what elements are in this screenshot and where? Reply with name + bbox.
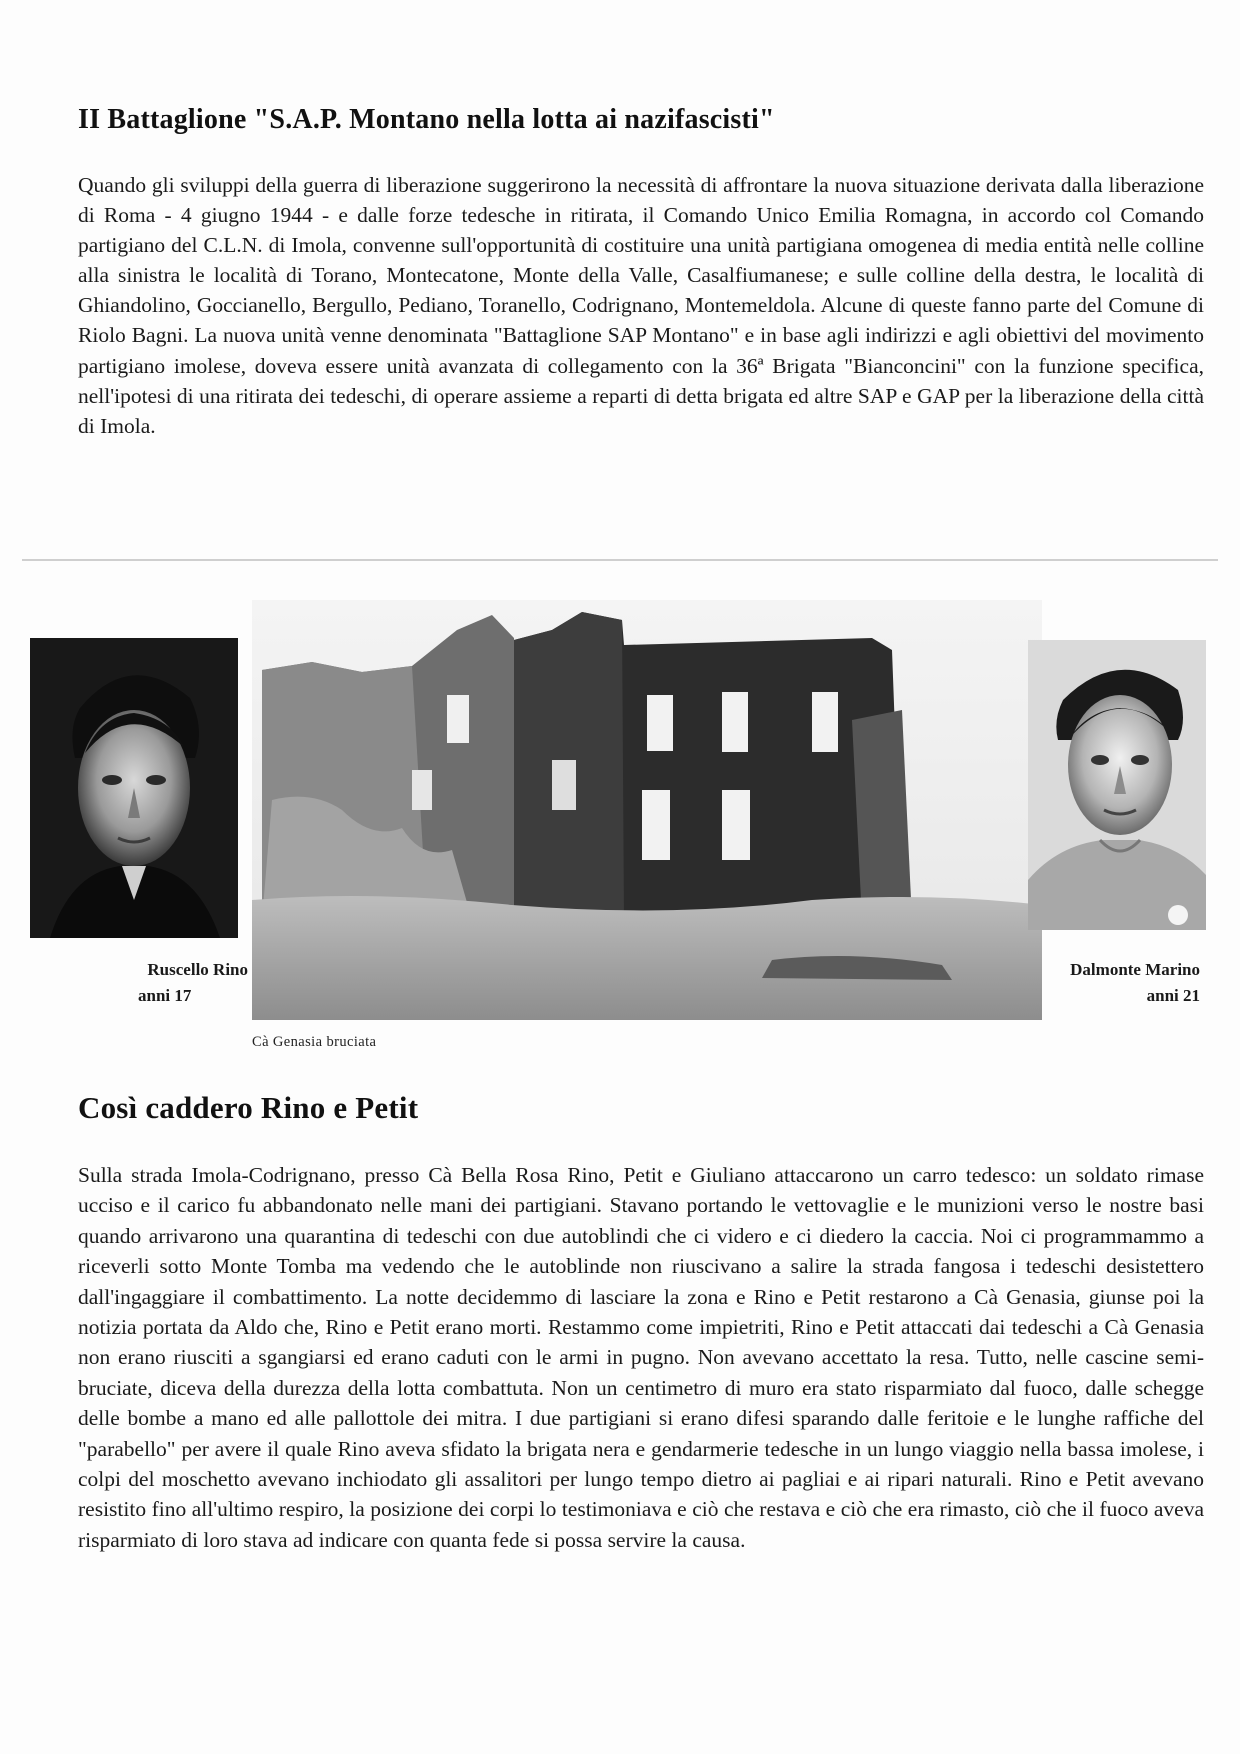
- caption-ruscello-rino: [118, 957, 248, 1009]
- caption-name: Dalmonte Marino: [1070, 960, 1200, 979]
- caption-ca-genasia: Cà Genasia bruciata: [252, 1034, 377, 1050]
- paragraph-cosi-caddero: Sulla strada Imola-Codrignano, presso Cà Bella Rosa Rino, Petit e Giuliano attaccarono un carro tedesco: un soldato rimase ucciso e il carico fu abbandonato nelle mani dei partigiani. Stavano portando le vettovaglie e le munizioni verso le nostre basi quando arrivarono una quarantina di tedeschi con due autoblindi che ci videro e ci diedero la caccia. Noi ci programmammo a riceverli sotto Monte Tomba ma vedendo che le autoblinde non riuscivano a salire la strada fangosa i tedeschi desistettero dall'ingaggiare il combattimento. La notte decidemmo di lasciare la zona e Rino e Petit restarono a Cà Genasia, giunse poi la notizia portata da Aldo che, Rino e Petit erano morti. Restammo come impietriti, Rino e Petit attaccati dai tedeschi a Cà Genasia non erano riusciti a sgangiarsi ed erano caduti con le armi in pugno. Non avevano accettato la resa. Tutto, nelle cascine semi-bruciate, diceva della durezza della lotta combattuta. Non un centimetro di muro era stato risparmiato dal fuoco, dalle schegge delle bombe a mano ed alle pallottole dei mitra. I due partigiani si erano difesi sparando dalle feritoie e le lunghe raffiche del "parabello" per avere il quale Rino aveva sfidato la brigata nera e gendarmerie tedesche in un lungo viaggio nella bassa imolese, i colpi del moschetto avevano inchiodato gli assalitori per lungo tempo dietro ai pagliai e ai ripari naturali. Rino e Petit avevano resistito fino all'ultimo respiro, la posizione dei corpi lo testimoniava e ciò che restava e ciò che era rimasto, ciò che il fuoco aveva risparmiato di loro stava ad indicare con quanta fede si possa servire la causa.: [78, 1163, 1204, 1552]
- caption-dalmonte-marino: [1020, 957, 1200, 1009]
- portrait-photo-dalmonte-marino: [1028, 640, 1206, 930]
- portrait-photo-ruscello-rino: [30, 638, 238, 938]
- section-title-cosi-caddero: Così caddero Rino e Petit: [78, 1090, 419, 1125]
- caption-age: anni 17: [138, 986, 192, 1005]
- caption-age: anni 21: [1146, 986, 1200, 1005]
- photo-ca-genasia-ruins: [252, 600, 1042, 1020]
- paragraph-battaglione: Quando gli sviluppi della guerra di liberazione suggerirono la necessità di affrontare la nuova situazione derivata dalla liberazione di Roma - 4 giugno 1944 - e dalle forze tedesche in ritirata, il Comando Unico Emilia Romagna, in accordo col Comando partigiano del C.L.N. di Imola, convenne sull'opportunità di costituire una unità partigiana omogenea di media entità nelle colline alla sinistra le località di Torano, Montecatone, Monte della Valle, Casalfiumanese; e sulle colline della destra, le località di Ghiandolino, Goccianello, Bergullo, Pediano, Toranello, Codrignano, Montemeldola. Alcune di queste fanno parte del Comune di Riolo Bagni. La nuova unità venne denominata "Battaglione SAP Montano" e in base agli indirizzi e agli obiettivi del movimento partigiano imolese, doveva essere unità avanzata di collegamento con la 36ª Brigata "Bianconcini" con la funzione specifica, nell'ipotesi di una ritirata dei tedeschi, di operare assieme a reparti di detta brigata ed altre SAP e GAP per la liberazione della città di Imola.: [78, 173, 1204, 438]
- divider-line: [22, 559, 1218, 561]
- caption-name: Ruscello Rino: [147, 960, 248, 979]
- section-title-battaglione: II Battaglione "S.A.P. Montano nella lotta ai nazifascisti": [78, 104, 775, 135]
